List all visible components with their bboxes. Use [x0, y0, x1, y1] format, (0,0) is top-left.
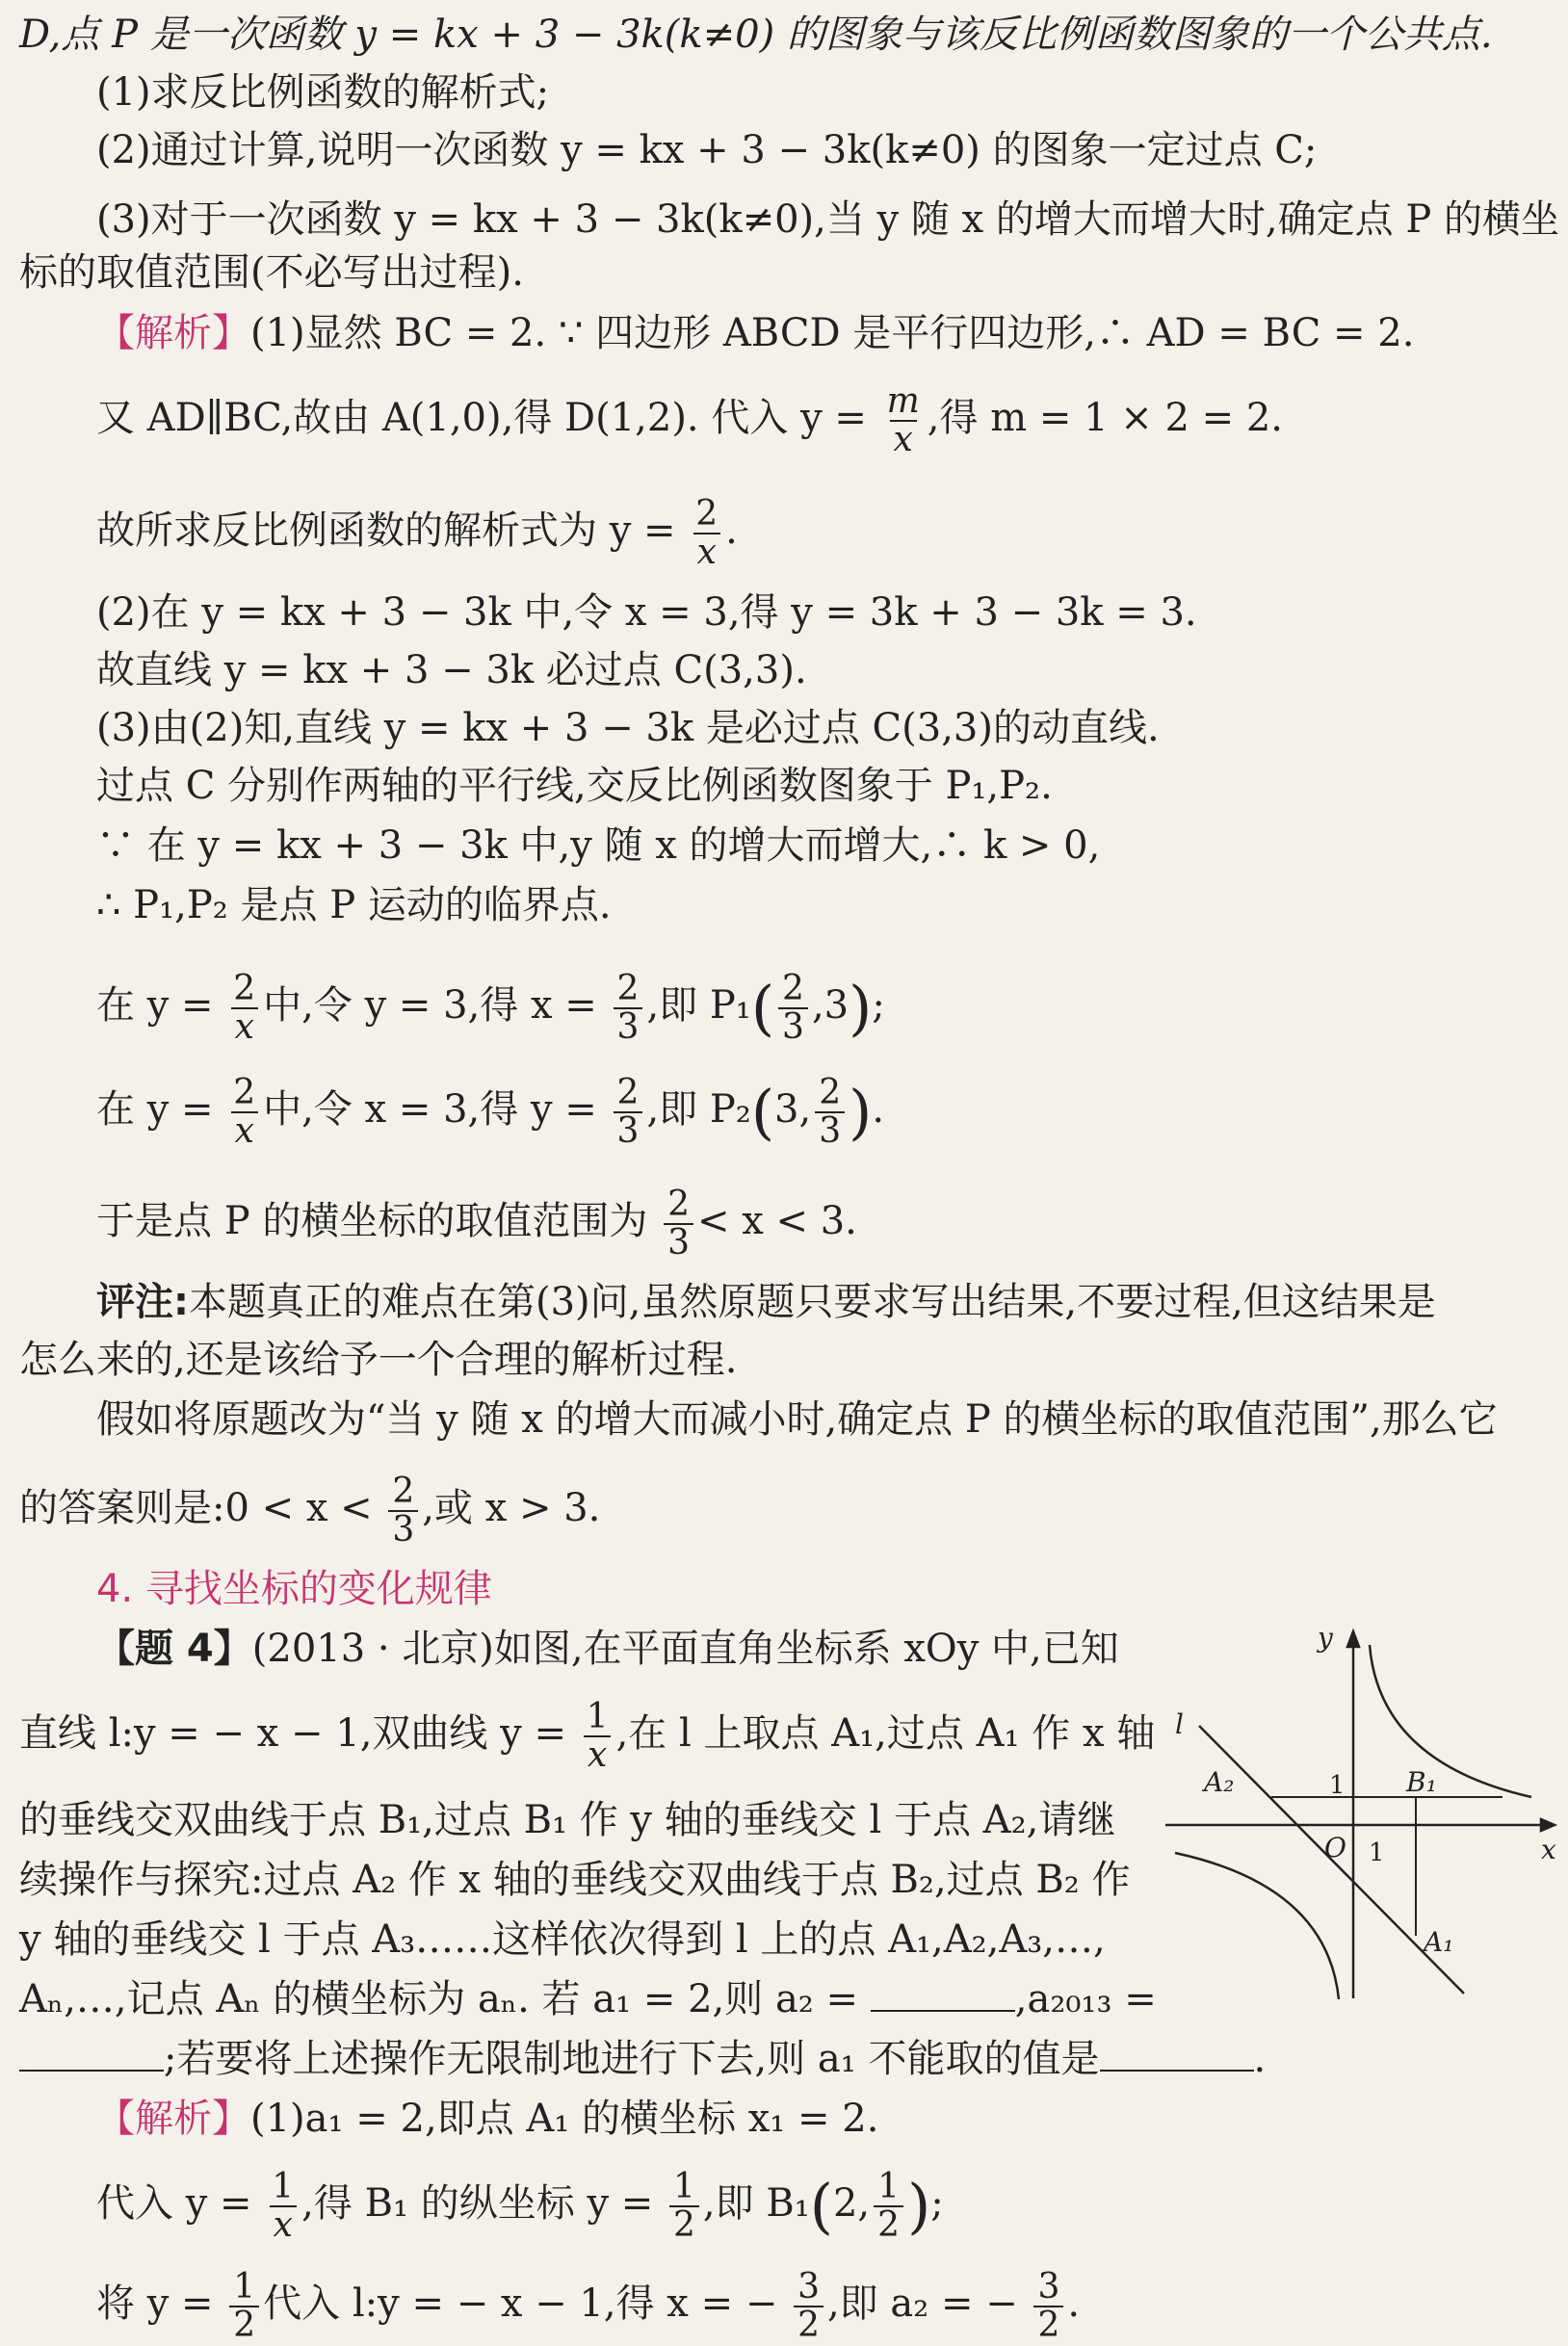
solution-label: 【解析】 [96, 311, 250, 355]
text-segment: (2013 · 北京)如图,在平面直角坐标系 xOy 中,已知 [251, 1627, 1119, 1671]
fraction: $\frac{1}{2}$ [229, 2269, 259, 2344]
text-segment: ; [930, 2180, 944, 2226]
text-segment: (1)a₁ = 2,即点 A₁ 的横坐标 x₁ = 2. [250, 2097, 879, 2141]
text-segment: 3, [774, 1086, 812, 1132]
fraction: $\frac{3}{2}$ [794, 2269, 823, 2344]
text-line [96, 2269, 1080, 2344]
point-a1-label: A₁ [1424, 1926, 1454, 1958]
fraction: $\frac{1}{x}$ [583, 1699, 613, 1774]
text-line [96, 971, 885, 1046]
solution-line [96, 306, 1414, 360]
bracket: ( [750, 1076, 775, 1147]
problem-label: 【题 4】 [96, 1627, 252, 1671]
text-segment: ,得 B₁ 的纵坐标 y = [301, 2180, 654, 2226]
text-segment: 中,令 y = 3,得 x = [263, 982, 597, 1028]
text-line: (1)求反比例函数的解析式; [96, 70, 550, 115]
text-segment: ,得 m = 1 × 2 = 2. [927, 395, 1284, 440]
section-heading: 4. 寻找坐标的变化规律 [96, 1567, 492, 1611]
x-axis-label: x [1541, 1834, 1556, 1865]
fraction: $\frac{1}{2}$ [669, 2169, 699, 2244]
y-one-label: 1 [1329, 1771, 1346, 1800]
fraction: $\frac{2}{3}$ [388, 1473, 418, 1549]
text-segment: . [872, 1086, 885, 1132]
text-line [19, 1699, 1155, 1774]
fraction: $\frac{m}{x}$ [886, 381, 920, 459]
point-a2-label: A₂ [1204, 1766, 1235, 1798]
fraction: $\frac{1}{2}$ [874, 2169, 903, 2244]
text-segment: ,3 [811, 982, 849, 1028]
text-line: ∴ P₁,P₂ 是点 P 运动的临界点. [96, 883, 612, 927]
fraction: $\frac{2}{x}$ [229, 971, 259, 1046]
fraction: $\frac{2}{3}$ [815, 1075, 845, 1150]
text-segment: . [1253, 2037, 1267, 2081]
bracket: ( [809, 2170, 833, 2241]
text-segment: ,在 l 上取点 A₁,过点 A₁ 作 x 轴 [615, 1710, 1156, 1756]
answer-blank [19, 2035, 164, 2072]
comment-line [96, 1275, 1436, 1329]
fraction: $\frac{2}{3}$ [614, 971, 643, 1046]
point-b1-label: B₁ [1406, 1766, 1437, 1798]
text-line: 怎么来的,还是该给予一个合理的解析过程. [19, 1338, 738, 1382]
text-line [96, 2169, 944, 2244]
text-line: 假如将原题改为“当 y 随 x 的增大而减小时,确定点 P 的横坐标的取值范围”,那么它 [96, 1397, 1498, 1442]
line-l-label: l [1175, 1708, 1184, 1740]
text-line [96, 1075, 884, 1150]
fraction: $\frac{3}{2}$ [1033, 2269, 1063, 2344]
solution-line [96, 2092, 878, 2146]
text-line: 过点 C 分别作两轴的平行线,交反比例函数图象于 P₁,P₂. [96, 764, 1053, 808]
text-line: (3)由(2)知,直线 y = kx + 3 − 3k 是必过点 C(3,3)的动直线. [96, 706, 1160, 750]
text-segment: ,即 a₂ = − [826, 2281, 1018, 2326]
text-segment: 本题真正的难点在第(3)问,虽然原题只要求写出结果,不要过程,但这结果是 [189, 1280, 1436, 1324]
bracket: ) [907, 2170, 931, 2241]
text-line: (2)通过计算,说明一次函数 y = kx + 3 − 3k(k≠0) 的图象一定过点 C; [96, 128, 1318, 172]
text-line [96, 1186, 857, 1262]
text-segment: ,即 B₁ [702, 2180, 810, 2226]
fraction: $\frac{2}{x}$ [692, 496, 721, 571]
text-segment: . [725, 508, 738, 553]
text-line [19, 1972, 1157, 2026]
text-segment: 的答案则是:0 < x < [19, 1485, 373, 1530]
text-segment: ,即 P₂ [646, 1086, 751, 1132]
text-segment: 代入 l:y = − x − 1,得 x = − [263, 2281, 778, 2326]
text-segment: ,或 x > 3. [422, 1485, 601, 1530]
text-line [19, 1473, 600, 1549]
text-segment: 在 y = [96, 1086, 214, 1132]
text-line [96, 383, 1283, 458]
text-line: (2)在 y = kx + 3 − 3k 中,令 x = 3,得 y = 3k + 3 − 3k = 3. [96, 590, 1197, 635]
text-segment: 又 AD∥BC,故由 A(1,0),得 D(1,2). 代入 y = [96, 395, 867, 440]
fraction: $\frac{1}{x}$ [268, 2169, 298, 2244]
text-segment: (1)显然 BC = 2. ∵ 四边形 ABCD 是平行四边形,∴ AD = BC = 2. [250, 311, 1415, 355]
text-line: 续操作与探究:过点 A₂ 作 x 轴的垂线交双曲线于点 B₂,过点 B₂ 作 [19, 1858, 1131, 1902]
x-one-label: 1 [1369, 1838, 1385, 1867]
fraction: $\frac{2}{3}$ [614, 1075, 643, 1150]
bracket: ) [849, 972, 873, 1043]
text-line [19, 2032, 1266, 2086]
text-segment: 将 y = [96, 2281, 214, 2326]
hyperbola-branch-q1 [1370, 1645, 1531, 1797]
text-line: y 轴的垂线交 l 于点 A₃……这样依次得到 l 上的点 A₁,A₂,A₃,…, [19, 1917, 1106, 1962]
text-segment: ; [872, 982, 885, 1028]
text-segment: 代入 y = [96, 2180, 252, 2226]
text-segment: 中,令 x = 3,得 y = [263, 1086, 597, 1132]
text-line: ∵ 在 y = kx + 3 − 3k 中,y 随 x 的增大而增大,∴ k > 0, [96, 823, 1101, 868]
bracket: ( [750, 972, 775, 1043]
text-segment: ;若要将上述操作无限制地进行下去,则 a₁ 不能取的值是 [164, 2037, 1100, 2081]
text-line: (3)对于一次函数 y = kx + 3 − 3k(k≠0),当 y 随 x 的增大而增大时,确定点 P 的横坐 [96, 197, 1559, 242]
y-axis-label: y [1318, 1622, 1333, 1654]
text-segment: 在 y = [96, 982, 214, 1028]
fraction: $\frac{2}{3}$ [778, 971, 808, 1046]
text-segment: ,即 P₁ [646, 982, 751, 1028]
fraction: $\frac{2}{3}$ [664, 1186, 693, 1262]
x-axis-arrow [1541, 1819, 1555, 1831]
text-segment: Aₙ,…,记点 Aₙ 的横坐标为 aₙ. 若 a₁ = 2,则 a₂ = [19, 1977, 859, 2021]
answer-blank [1100, 2035, 1254, 2072]
problem-line [96, 1622, 1119, 1676]
text-line: 标的取值范围(不必写出过程). [19, 250, 524, 295]
comment-label: 评注: [96, 1280, 189, 1324]
coordinate-figure [1156, 1618, 1560, 2003]
text-segment: 故所求反比例函数的解析式为 y = [96, 508, 676, 553]
text-line: 的垂线交双曲线于点 B₁,过点 B₁ 作 y 轴的垂线交 l 于点 A₂,请继 [19, 1798, 1116, 1842]
hyperbola-branch-q3 [1175, 1853, 1339, 1999]
text-line [96, 496, 738, 571]
origin-label: O [1324, 1832, 1346, 1864]
bracket: ) [849, 1076, 873, 1147]
text-segment: < x < 3. [696, 1198, 857, 1243]
solution-label: 【解析】 [96, 2097, 250, 2141]
fraction: $\frac{2}{x}$ [229, 1075, 259, 1150]
text-segment: 2, [832, 2180, 871, 2226]
text-line: 故直线 y = kx + 3 − 3k 必过点 C(3,3). [96, 648, 807, 692]
answer-blank [871, 1975, 1015, 2012]
text-segment: 于是点 P 的横坐标的取值范围为 [96, 1198, 648, 1243]
text-segment: 直线 l:y = − x − 1,双曲线 y = [19, 1710, 566, 1756]
text-line: D,点 P 是一次函数 y = kx + 3 − 3k(k≠0) 的图象与该反比例函数图象的一个公共点. [19, 13, 1493, 57]
y-axis-arrow [1347, 1631, 1359, 1647]
text-segment: . [1067, 2281, 1081, 2326]
text-segment: ,a₂₀₁₃ = [1014, 1977, 1157, 2021]
